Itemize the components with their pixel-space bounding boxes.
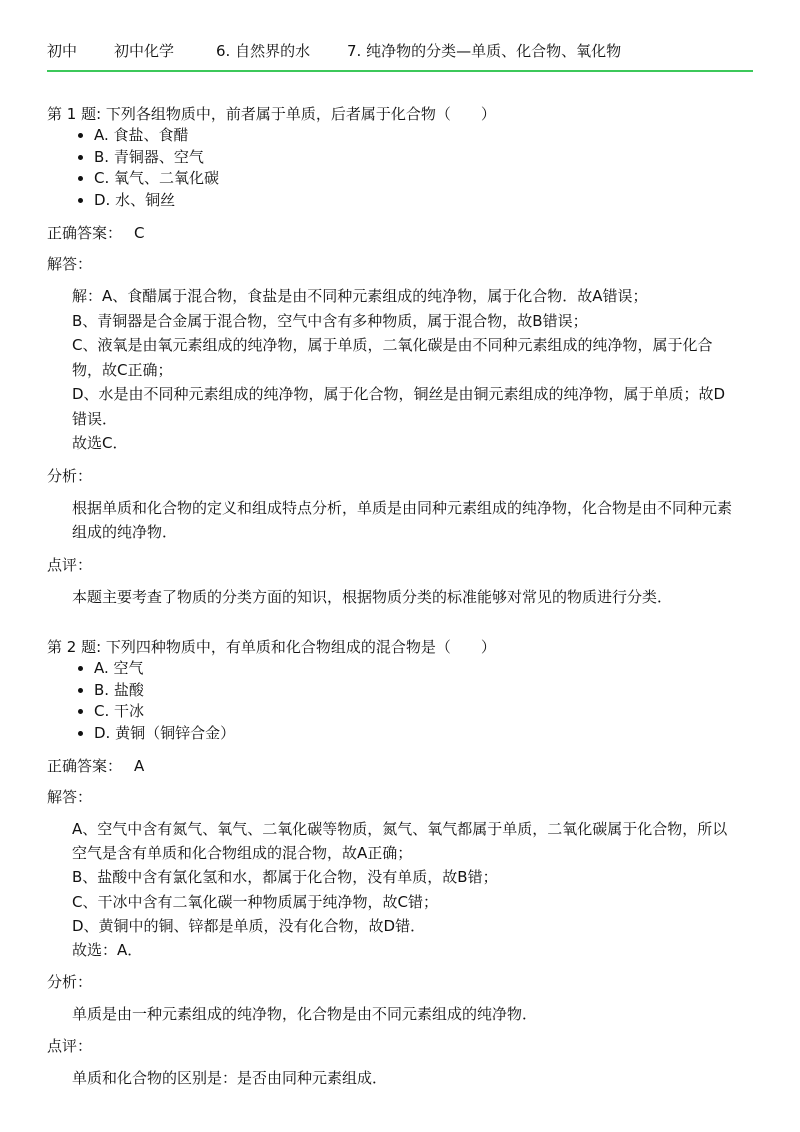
option-list xyxy=(47,125,753,211)
breadcrumb-chapter[interactable]: 6. 自然界的水 xyxy=(216,42,311,60)
analysis-line: 根据单质和化合物的定义和组成特点分析，单质是由同种元素组成的纯净物，化合物是由不同种元素组成的纯净物． xyxy=(72,498,733,541)
answer-value: A xyxy=(134,757,145,775)
analysis-line: 单质是由一种元素组成的纯净物，化合物是由不同元素组成的纯净物． xyxy=(72,1005,538,1024)
answer-label: 正确答案： xyxy=(47,757,123,775)
solution-text xyxy=(47,817,732,962)
header-divider xyxy=(47,70,753,72)
question-2 xyxy=(47,636,753,1091)
solution-text xyxy=(47,284,732,456)
solution-label: 解答： xyxy=(47,255,93,273)
comment-label: 点评： xyxy=(47,555,93,574)
comment-line: 单质和化合物的区别是：是否由同种元素组成． xyxy=(72,1069,388,1088)
solution-line: 解：A、食醋属于混合物，食盐是由不同种元素组成的纯净物，属于化合物．故A错误； xyxy=(72,287,648,305)
correct-answer xyxy=(47,222,753,244)
option-d: • D. 水、铜丝 xyxy=(94,190,753,212)
solution-line: B、青铜器是合金属于混合物，空气中含有多种物质，属于混合物，故B错误； xyxy=(72,311,588,330)
question-1 xyxy=(47,103,753,609)
solution-line: C、液氧是由氧元素组成的纯净物，属于单质，二氧化碳是由不同种元素组成的纯净物，属于化合物，故C正确； xyxy=(72,336,713,379)
correct-answer xyxy=(47,755,753,777)
solution-line: 故选：A． xyxy=(72,941,143,960)
option-a: • A. 食盐、食醋 xyxy=(94,125,753,147)
option-c: • C. 氧气、二氧化碳 xyxy=(94,168,753,190)
solution-line: C、干冰中含有二氧化碳一种物质属于纯净物，故C错； xyxy=(72,892,438,911)
answer-label: 正确答案： xyxy=(47,224,123,242)
analysis-label: 分析： xyxy=(47,466,93,485)
option-list xyxy=(47,658,753,744)
comment-text xyxy=(47,585,732,610)
breadcrumb-level[interactable]: 初中 xyxy=(47,42,78,60)
breadcrumb-subject[interactable]: 初中化学 xyxy=(114,42,175,60)
option-c: • C. 干冰 xyxy=(94,701,753,723)
solution-line: D、黄铜中的铜、锌都是单质，没有化合物，故D错． xyxy=(72,916,426,935)
analysis-text xyxy=(47,496,732,545)
breadcrumb-section[interactable]: 7. 纯净物的分类—单质、化合物、氧化物 xyxy=(347,42,622,60)
question-title: 第 1 题: 下列各组物质中，前者属于单质，后者属于化合物（ ） xyxy=(47,105,496,123)
comment-label: 点评： xyxy=(47,1037,93,1056)
solution-label: 解答： xyxy=(47,788,93,806)
breadcrumb xyxy=(47,40,753,62)
solution-line: A、空气中含有氮气、氧气、二氧化碳等物质，氮气、氧气都属于单质，二氧化碳属于化合物，所以空气是含有单质和化合物组成的混合物，故A正确； xyxy=(72,820,728,863)
option-b: • B. 青铜器、空气 xyxy=(94,147,753,169)
option-a: • A. 空气 xyxy=(94,658,753,680)
analysis-text xyxy=(47,1002,732,1026)
comment-line: 本题主要考查了物质的分类方面的知识，根据物质分类的标准能够对常见的物质进行分类． xyxy=(72,587,673,606)
solution-line: D、水是由不同种元素组成的纯净物，属于化合物，铜丝是由铜元素组成的纯净物，属于单质；故D错误． xyxy=(72,385,726,428)
solution-line: B、盐酸中含有氯化氢和水，都属于化合物，没有单质，故B错； xyxy=(72,868,498,887)
solution-line: 故选C． xyxy=(72,434,128,452)
analysis-label: 分析： xyxy=(47,973,93,992)
answer-value: C xyxy=(134,224,145,242)
option-d: • D. 黄铜（铜锌合金） xyxy=(94,723,753,745)
question-title: 第 2 题: 下列四种物质中，有单质和化合物组成的混合物是（ ） xyxy=(47,638,496,656)
option-b: • B. 盐酸 xyxy=(94,680,753,702)
comment-text xyxy=(47,1066,732,1090)
